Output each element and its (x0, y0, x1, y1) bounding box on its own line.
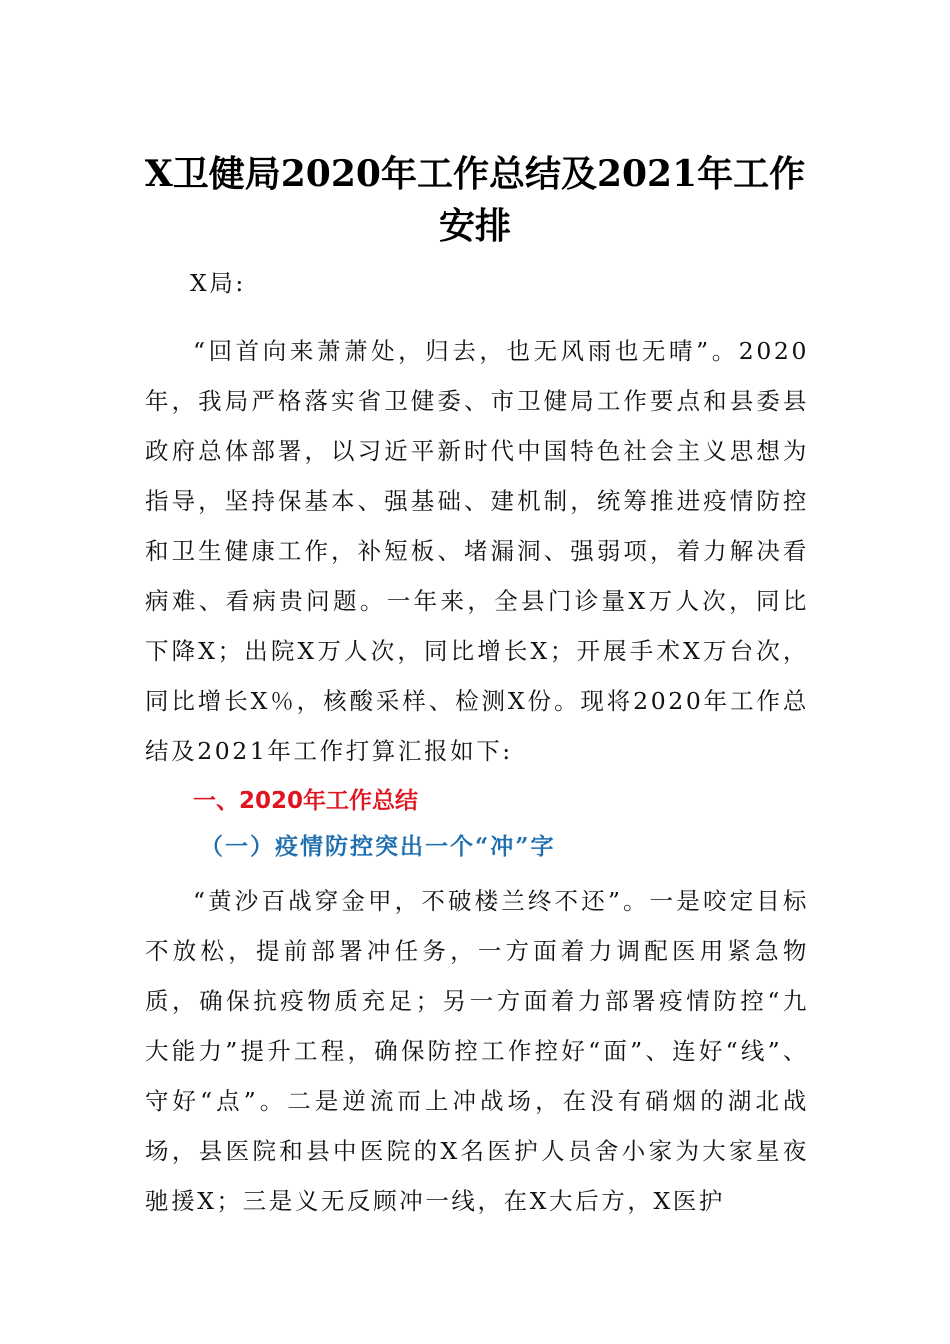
document-title: X卫健局2020年工作总结及2021年工作安排 (144, 153, 806, 247)
subsection-heading: （一）疫情防控突出一个“冲”字 (200, 833, 556, 860)
intro-paragraph: “回首向来萧萧处，归去，也无风雨也无晴”。2020年，我局严格落实省卫健委、市卫健局工作要点和县委县政府总体部署，以习近平新时代中国特色社会主义思想为指导，坚持保基本、强基础、建机制，统筹推进疫情防控和卫生健康工作，补短板、堵漏洞、强弱项，着力解决看病难、看病贵问题。一年来，全县门诊量X万人次，同比下降X；出院X万人次，同比增长X；开展手术X万台次，同比增长X％，核酸采样、检测X份。现将2020年工作总结及2021年工作打算汇报如下: (145, 337, 809, 765)
section-heading: 一、2020年工作总结 (193, 788, 419, 814)
subsection-paragraph: “黄沙百战穿金甲，不破楼兰终不还”。一是咬定目标不放松，提前部署冲任务，一方面着力调配医用紧急物质，确保抗疫物质充足；另一方面着力部署疫情防控“九大能力”提升工程，确保防控工作控好“面”、连好“线”、守好“点”。二是逆流而上冲战场，在没有硝烟的湖北战场，县医院和县中医院的X名医护人员舍小家为大家星夜驰援X；三是义无反顾冲一线，在X大后方，X医护 (145, 887, 809, 1215)
salutation: X局: (190, 269, 246, 297)
